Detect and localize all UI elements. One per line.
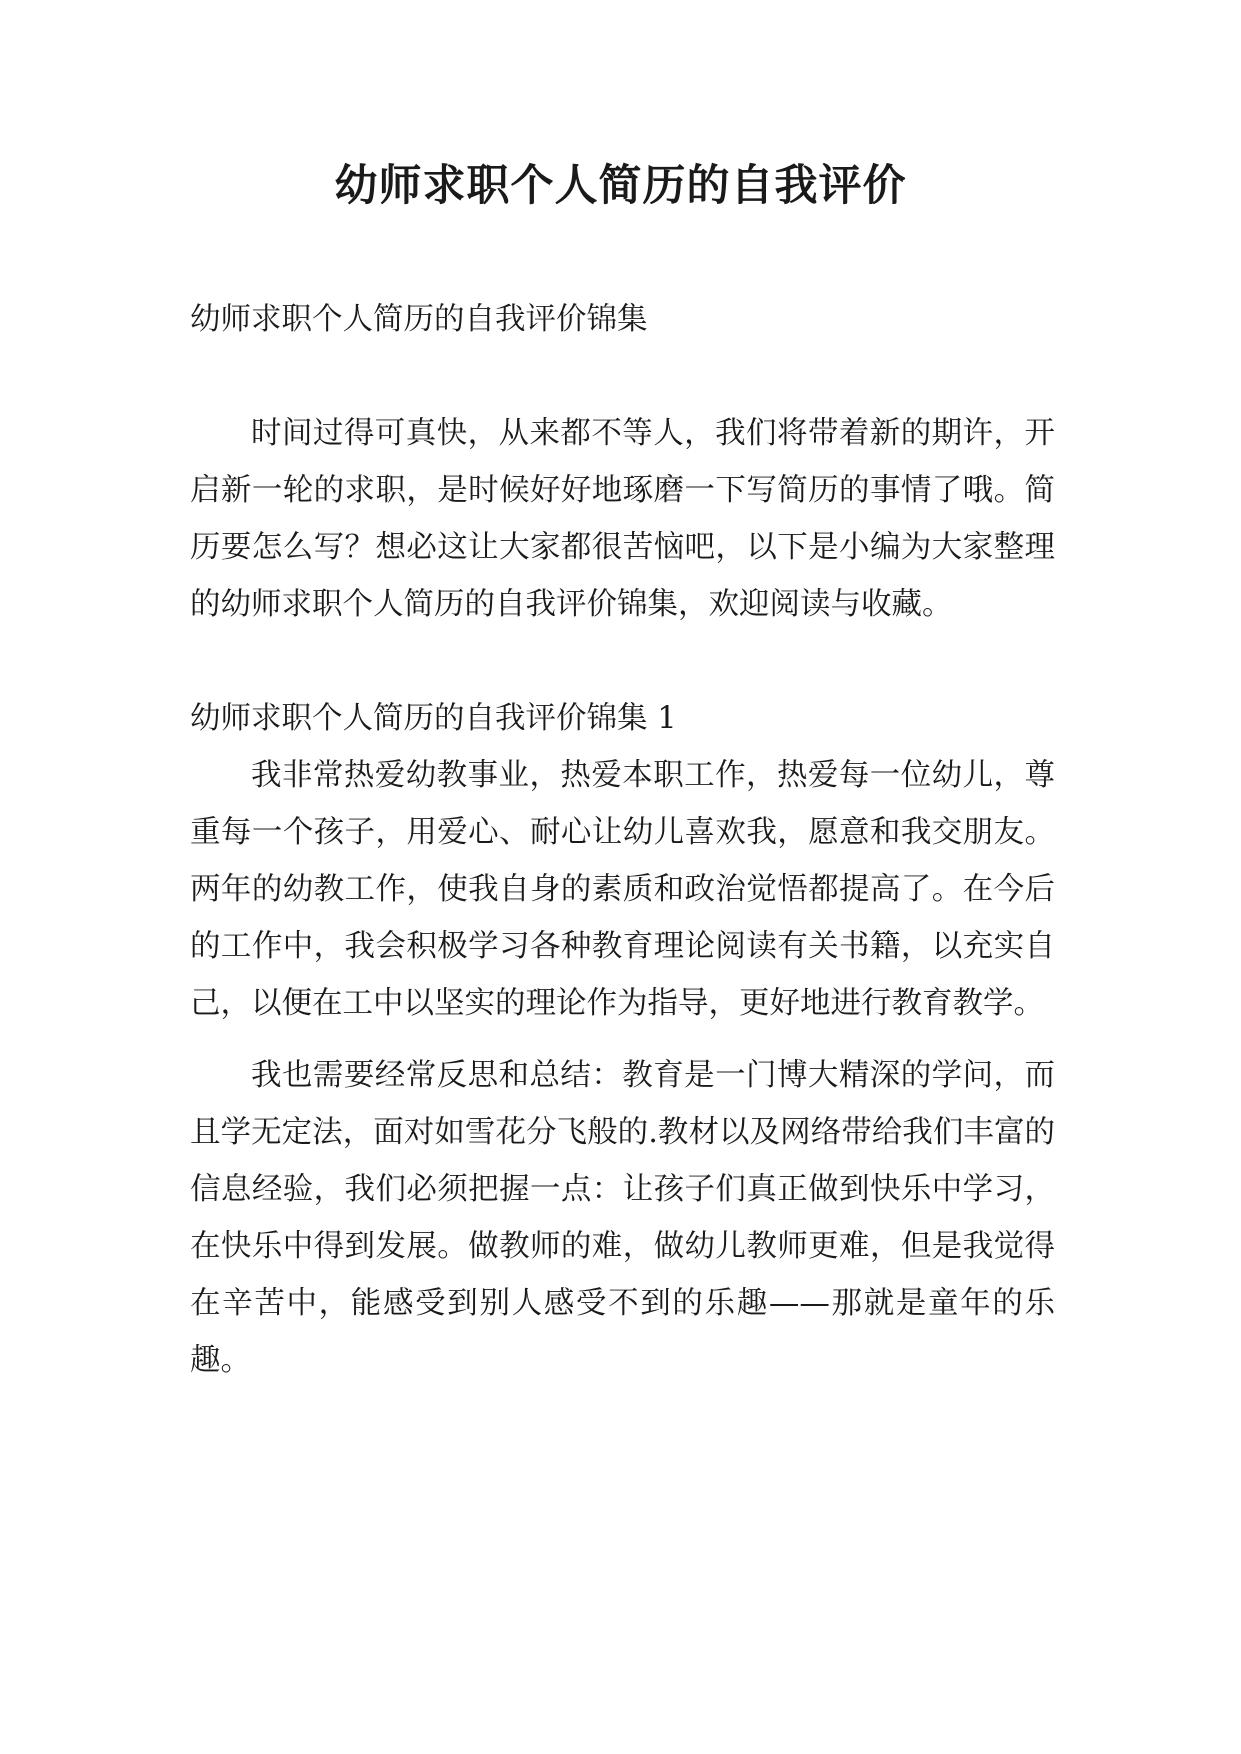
- spacer: [190, 1032, 1055, 1047]
- document-subtitle: 幼师求职个人简历的自我评价锦集: [190, 302, 648, 337]
- spacer: [190, 348, 1055, 405]
- document-title: 幼师求职个人简历的自我评价: [334, 161, 907, 211]
- section-heading: 幼师求职个人简历的自我评价锦集 1: [190, 701, 677, 736]
- intro-paragraph: 时间过得可真快，从来都不等人，我们将带着新的期许，开启新一轮的求职，是时候好好地琢磨一下写简历的事情了哦。简历要怎么写？想必这让大家都很苦恼吧，以下是小编为大家整理的幼师求职个人简历的自我评价锦集，欢迎阅读与收藏。: [190, 416, 1055, 622]
- body-paragraph: 我非常热爱幼教事业，热爱本职工作，热爱每一位幼儿，尊重每一个孩子，用爱心、耐心让幼儿喜欢我，愿意和我交朋友。两年的幼教工作，使我自身的素质和政治觉悟都提高了。在今后的工作中，我会积极学习各种教育理论阅读有关书籍，以充实自己，以便在工中以坚实的理论作为指导，更好地进行教育教学。: [190, 758, 1055, 1021]
- document-body: [190, 291, 1055, 1389]
- body-paragraph: 我也需要经常反思和总结：教育是一门博大精深的学问，而且学无定法，面对如雪花分飞般的.教材以及网络带给我们丰富的信息经验，我们必须把握一点：让孩子们真正做到快乐中学习，在快乐中得到发展。做教师的难，做幼儿教师更难，但是我觉得在辛苦中，能感受到别人感受不到的乐趣——那就是童年的乐趣。: [190, 1058, 1055, 1378]
- spacer: [190, 633, 1055, 690]
